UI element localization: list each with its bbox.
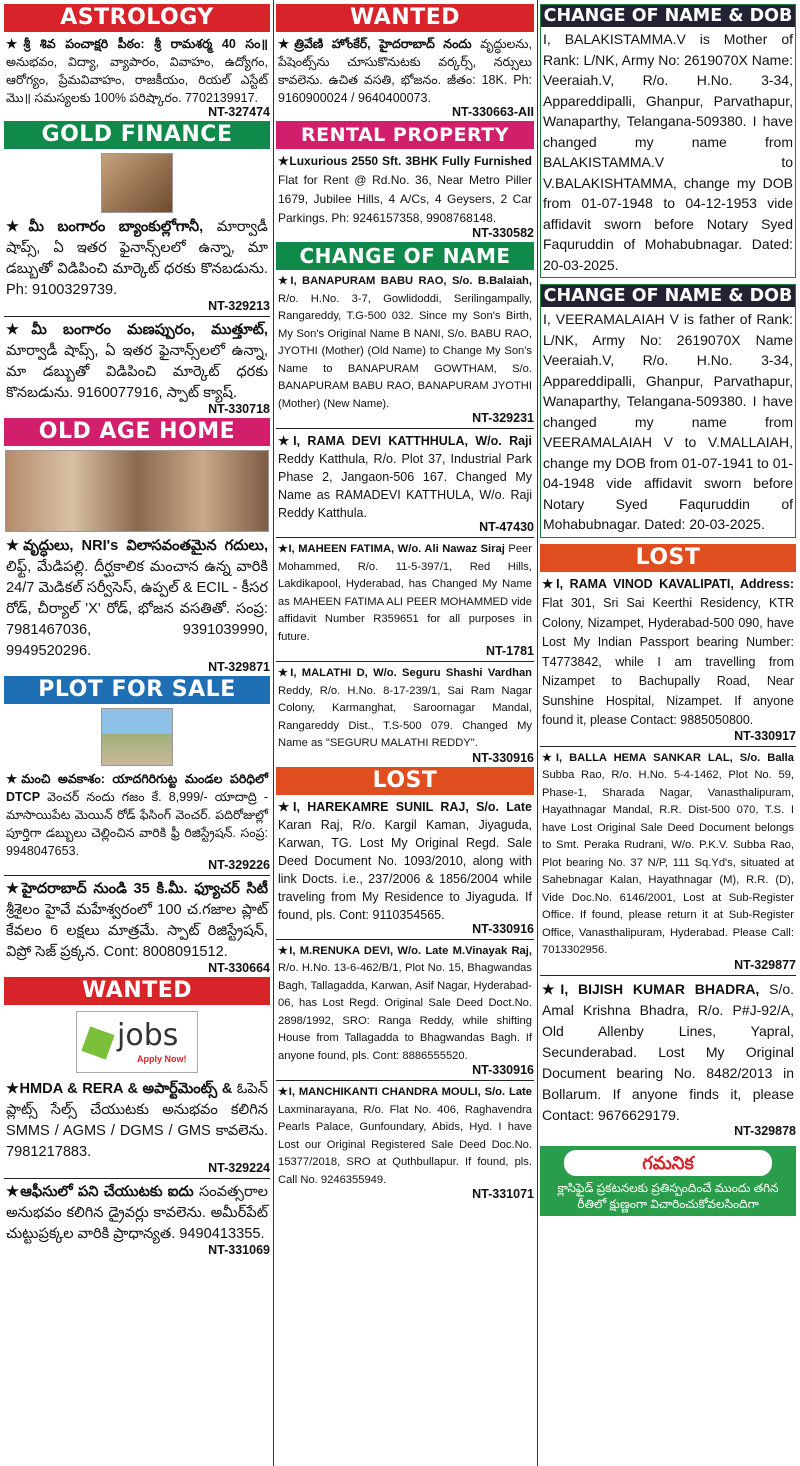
change-name-ad bbox=[276, 432, 534, 522]
ad-body: శ్రీశైలం హైవే మహేశ్వరంలో 100 చ.గజాల ప్లాట్ కేవలం 6 లక్షలు మాత్రమే. స్పాట్ రిజిస్ట్రేషన్, విప్రో సెజ్ ప్రక్కన. Cont: 8008091512. bbox=[6, 902, 268, 960]
plot-photo bbox=[101, 708, 173, 766]
ad-body: ఓపెన్ ప్లాట్స్ సేల్స్ చేయుటకు అనుభవం కలిగిన SMMS / AGMS / DGMS / GMS కావలెను. 7981217883. bbox=[6, 1081, 268, 1160]
ad-lead: ★శ్రీ శివ పంచాక్షరి పీఠం: శ్రీ రామశర్మ 40 సం॥ bbox=[6, 37, 268, 51]
ad-code: NT-1781 bbox=[486, 644, 534, 658]
lost-ad bbox=[540, 750, 796, 960]
ad-body: S/o. Amal Krishna Bhadra, R/o. P#J-92/A, Old Allenby Lines, Yapral, Secunderabad. Lost My Original Document bearing No. 8482/2013 in Bollarum. If anyone finds it, please Contact: 9676629179. bbox=[542, 980, 795, 1123]
ad-code: NT-327474 bbox=[208, 105, 270, 119]
ad-lead: ★I, MAHEEN FATIMA, W/o. Ali Nawaz Siraj bbox=[278, 543, 505, 555]
divider bbox=[540, 746, 796, 747]
change-name-ad bbox=[276, 665, 534, 753]
ad-code: NT-331069 bbox=[208, 1243, 270, 1257]
ad-lead: ★I, M.RENUKA DEVI, W/o. Late M.Vinayak Raj, bbox=[278, 944, 532, 957]
ad-body: Laxminarayana, R/o. Flat No. 406, Raghavendra Pearls Palace, Gunfoundary, Abids, Hyd. I have Lost our Original Registered Sale Deed Doc.No. 15377/2018, SRO at Quthbullapur. If found, pls. Call No. 9246355949. bbox=[278, 1103, 532, 1186]
ad-lead: ★మంచి అవకాశం: యాదగిరిగుట్ట మండల పరిధిలో DTCP bbox=[6, 772, 268, 804]
lost-ad bbox=[540, 575, 796, 731]
change-name-dob-box bbox=[540, 284, 796, 538]
ad-code: NT-330582 bbox=[472, 226, 534, 240]
ad-code: NT-329231 bbox=[472, 411, 534, 425]
ad-lead: ★I, MALATHI D, W/o. Seguru Shashi Vardhan bbox=[278, 667, 532, 679]
old-age-home-photo bbox=[5, 450, 269, 532]
jobs-logo bbox=[76, 1011, 198, 1073]
ad-lead: ★I, BIJISH KUMAR BHADRA, bbox=[542, 980, 760, 997]
column-3 bbox=[540, 2, 796, 1466]
ad-lead: ★I, RAMA VINOD KAVALIPATI, Address: bbox=[542, 576, 794, 591]
ad-code: NT-330663-AII bbox=[452, 105, 534, 119]
ad-lead: ★I, MANCHIKANTI CHANDRA MOULI, S/o. Late bbox=[278, 1086, 532, 1098]
ad-body: వెంచర్ నందు గజం కే. 8,999/- యాదాద్రి - మాసాయిపేట మెయిన్ రోడ్ ఫేసింగ్ వెంచర్. పదిరోజుల్లో పూర్తిగా డబ్బులు చెల్లించిన వారికి ఫ్రీ రిజిస్ట్రేషన్. సంప్ర: 9948047653. bbox=[6, 790, 268, 858]
ad-body: Peer Mohammed, R/o. 11-5-397/1, Red Hills, Lakdikapool, Hyderabad, has Changed My Name as MAHEEN FATIMA ALI PEER MOHAMMED vide affidavit Number R359651 for all purposes in future. bbox=[278, 543, 533, 643]
ad-body: R/o. H.No. 13-6-462/B/1, Plot No. 15, Bhagwandas Bagh, Tallagadda, Karwan, Asif Nagar, Hyderabad-06, has Lost Regd. Original Sale Deed Doct.No. 2898/1992, SRO: Ranga Reddy, while shifting House from Tallagadda to Bhagwandas Bagh. If anyone found, pls. Cont: 8886555520. bbox=[278, 962, 532, 1062]
wanted-ad bbox=[4, 1182, 270, 1245]
rental-property-heading: RENTAL PROPERTY bbox=[276, 121, 534, 149]
box-heading: CHANGE OF NAME & DOB bbox=[541, 5, 795, 27]
old-age-ad bbox=[4, 536, 270, 662]
wanted-ad bbox=[276, 35, 534, 107]
ad-body: R/o. H.No. 3-7, Gowlidoddi, Serilingampally, Rangareddy, T.G-500 032. Since my Son's Birth, My Son's Original Name B NANI, S/o. BABU RAO, JYOTHI (Mother) (Old Name) to Change My Son's Name to BANAPURAM GOWTHAM, S/o. BANAPURAM BABU RAO, BANAPURAM JYOTHI (Mother) (New Name). bbox=[278, 292, 532, 410]
wanted-heading: WANTED bbox=[4, 977, 270, 1005]
ad-lead: ★వృద్ధులు, NRI's విలాసవంతమైన గదులు, bbox=[6, 538, 268, 554]
divider bbox=[276, 537, 534, 538]
change-name-ad bbox=[276, 273, 534, 413]
ad-code: NT-329213 bbox=[208, 299, 270, 313]
ad-code: NT-330916 bbox=[472, 921, 534, 936]
ad-lead: ★I, BALLA HEMA SANKAR LAL, S/o. Balla bbox=[542, 751, 794, 764]
change-name-ad bbox=[276, 541, 534, 646]
divider bbox=[4, 316, 270, 317]
ad-body: Flat for Rent @ Rd.No. 36, Near Metro Piller 1679, Jubilee Hills, 4 A/Cs, 4 Geysers, 2 Car Parkings. Ph: 9246157358, 9908768148. bbox=[278, 173, 532, 225]
astrology-ad bbox=[4, 35, 270, 107]
ad-lead: ★మీ బంగారం బ్యాంకుల్లోగానీ, bbox=[6, 219, 204, 235]
ad-lead: ★హైదరాబాద్ నుండి 35 కి.మీ. ఫ్యూచర్ సిటీ bbox=[6, 881, 268, 897]
ad-body: అనుభవం, విద్యా, వ్యాపారం, వివాహం, ఉద్యోగం, ఆరోగ్యం, ప్రేమవివాహం, రాజకీయం, రియల్ ఎస్టేట్ మొ॥ సమస్యలకు 100% పరిష్కారం. 7702139917. bbox=[6, 55, 268, 105]
change-of-name-heading: CHANGE OF NAME bbox=[276, 242, 534, 270]
ad-code: NT-330718 bbox=[208, 402, 270, 416]
ad-code: NT-329226 bbox=[208, 858, 270, 872]
gold-ad bbox=[4, 320, 270, 404]
ad-body: లిఫ్ట్, మేడిపల్లి. దీర్ఘకాలిక మంచాన ఉన్న వారికి 24/7 మెడికల్ సర్వీసెస్, ఉప్పల్ & ECIL - కీసర రోడ్, చీర్యాల్ 'X' రోడ్, భోజన వసతితో. సంప్ర: 7981467036, 9391039990, 9949520296. bbox=[6, 559, 268, 659]
gold-ad bbox=[4, 217, 270, 301]
ad-body: Subba Rao, R/o. H.No. 5-4-1462, Plot No. 59, Phase-1, Sharada Nagar, Vanasthalipuram, Hayathnagar Mandal, R.R. Dist-500 070, T.S. I have Lost Original Sale Deed Document belongs to Smt. Peraka Rudrani, W/o. P.K.V. Subba Rao, Plot bearing No. 37 N/P, 111 Sq.Yd's, situated at Sahebnagar Kalan, Hayathnagar (M), R.R. (D), Vide Doc.No. 6146/2001, Lost at Sub-Register Office. If found, please return it at Sub-Register Office, Vanasthalipuram, Hyderabad. Please Call: 7013302956. bbox=[542, 769, 794, 956]
ad-lead: ★Luxurious 2550 Sft. 3BHK Fully Furnished bbox=[278, 154, 532, 168]
ad-lead: ★ఆఫీసులో పని చేయుటకు ఐదు bbox=[6, 1184, 194, 1200]
lost-heading: LOST bbox=[276, 767, 534, 795]
ad-code: NT-329878 bbox=[734, 1123, 796, 1138]
ad-body: Reddy, R/o. H.No. 8-17-239/1, Sai Ram Nagar Colony, Karmanghat, Saroornagar Mandal, Rangareddy Dist., T.S-500 079. Changed My Name as "SEGURU MALATHI REDDY". bbox=[278, 684, 532, 749]
column-divider bbox=[273, 0, 274, 1466]
cube-icon bbox=[81, 1026, 114, 1059]
ad-lead: ★మీ బంగారం మణప్పురం, ముత్తూట్, bbox=[6, 322, 268, 338]
logo-subtext: Apply Now! bbox=[137, 1054, 187, 1064]
ad-code: NT-330916 bbox=[472, 1063, 534, 1077]
gold-finance-heading: GOLD FINANCE bbox=[4, 121, 270, 149]
plot-for-sale-heading: PLOT FOR SALE bbox=[4, 676, 270, 704]
rental-ad bbox=[276, 152, 534, 228]
divider bbox=[276, 428, 534, 429]
ad-body: మార్వాడీ షాప్స్, ఏ ఇతర ఫైనాన్స్‌లలో ఉన్నా, మా డబ్బుతో విడిపించి మార్కెట్ ధరకు కొనబడును. Ph: 9100329739. bbox=[6, 219, 268, 298]
ad-lead: ★I, HAREKAMRE SUNIL RAJ, S/o. Late bbox=[278, 799, 532, 814]
ad-code: NT-47430 bbox=[479, 520, 534, 534]
notice-title: గమనిక bbox=[564, 1150, 772, 1176]
change-name-dob-box bbox=[540, 4, 796, 278]
lost-ad bbox=[276, 943, 534, 1066]
ad-lead: ★త్రివేణి హోంకేర్, హైదరాబాద్ నందు bbox=[278, 37, 472, 51]
box-body: I, BALAKISTAMMA.V is Mother of Rank: L/NK, Army No: 2619070X Name: Veeraiah.V, R/o. H.No. 3-34, Appareddipalli, Ghanpur, Parvathapur, Wanaparthy, Telangana-509380. I have changed my name from BALAKISTAMMA.V to V.BALAKISHTAMMA, change my DOB from 01-07-1948 to 04-12-1953 vide affidavit sworn before Notary Syed Faquruddin of Mohabubnagar. Dated: 20-03-2025. bbox=[543, 31, 793, 273]
ad-body: Flat 301, Sri Sai Keerthi Residency, KTR Colony, Nizampet, Hyderabad-500 090, have Lost My Indian Passport bearing Number: T4773842, while I am travelling from Nizampet to Bachupally Road, Near Sunshine Hospital, Nizampet. If anyone found it, please Contact: 9885050800. bbox=[542, 596, 794, 727]
ad-code: NT-330916 bbox=[472, 750, 534, 765]
wanted-heading: WANTED bbox=[276, 4, 534, 32]
box-body: I, VEERAMALAIAH V is father of Rank: L/NK, Army No: 2619070X Name Veeraiah.V, R/o. H.No. 3-34, Appareddipalli, Ghanpur, Parvathapur, Wanaparthy, Telangana-509380. I have changed my name from VEERAMALAIAH V to V.MALLAIAH, change my DOB from 01-07-1941 to 01-04-1948 vide affidavit sworn before Notary Syed Faquruddin of Mohabubnagar. Dated: 20-03-2025. bbox=[543, 311, 793, 532]
plot-ad bbox=[4, 770, 270, 860]
divider bbox=[276, 661, 534, 662]
divider bbox=[276, 1080, 534, 1081]
divider bbox=[4, 875, 270, 876]
divider bbox=[540, 975, 796, 976]
lost-ad bbox=[276, 1084, 534, 1189]
plot-ad bbox=[4, 879, 270, 963]
ad-code: NT-330917 bbox=[734, 728, 796, 743]
box-heading: CHANGE OF NAME & DOB bbox=[541, 285, 795, 307]
ad-body: Reddy Katthula, R/o. Plot 37, Industrial Park Phase 2, Jangaon-506 167. Changed My Name as RAMADEVI KATTHULA, W/o. Raji Reddy Katthula. bbox=[278, 452, 532, 520]
ad-code: NT-329877 bbox=[734, 957, 796, 972]
divider bbox=[276, 939, 534, 940]
ad-code: NT-329224 bbox=[208, 1161, 270, 1175]
astrology-heading: ASTROLOGY bbox=[4, 4, 270, 32]
wanted-ad bbox=[4, 1079, 270, 1163]
lost-ad bbox=[276, 798, 534, 924]
column-2 bbox=[276, 2, 534, 1466]
ad-lead: ★I, BANAPURAM BABU RAO, S/o. B.Balaiah, bbox=[278, 275, 532, 287]
cash-photo bbox=[101, 153, 173, 213]
ad-code: NT-329871 bbox=[208, 660, 270, 674]
old-age-home-heading: OLD AGE HOME bbox=[4, 418, 270, 446]
ad-body: Karan Raj, R/o. Kargil Kaman, Jiyaguda, Karwan, TG. Lost My Original Regd. Sale Deed Document No. 1093/2010, along with link Docts. i.e., 237/2006 & 1856/2004 while traveling from My Residence to Jiyaguda. If found, pls. Cont: 9110354565. bbox=[278, 817, 532, 922]
lost-ad bbox=[540, 979, 796, 1126]
divider bbox=[4, 1178, 270, 1179]
logo-text: jobs bbox=[117, 1018, 179, 1053]
ad-code: NT-330664 bbox=[208, 961, 270, 975]
ad-lead: ★I, RAMA DEVI KATTHHULA, W/o. Raji bbox=[278, 434, 532, 448]
ad-body: మార్వాడీ షాప్స్, ఏ ఇతర ఫైనాన్స్‌లలో ఉన్నా, మా డబ్బుతో విడిపించి మార్కెట్ ధరకు కొనబడును. 9160077916, స్పాట్ క్యాష్. bbox=[6, 343, 268, 401]
column-1 bbox=[4, 2, 270, 1466]
ad-lead: ★HMDA & RERA & అపార్ట్‌మెంట్స్ & bbox=[6, 1081, 233, 1097]
ad-code: NT-331071 bbox=[472, 1187, 534, 1201]
ad-body: వృద్ధులను, పేషెంట్స్‌ను చూసుకొనుటకు వర్కర్స్, నర్సులు కావలెను. ఉచిత వసతి, భోజనం. జీతం: 18K. Ph: 9160900024 / 9640400073. bbox=[278, 37, 532, 105]
lost-heading: LOST bbox=[540, 544, 796, 572]
notice-box bbox=[540, 1146, 796, 1216]
column-divider bbox=[537, 0, 538, 1466]
notice-body: క్లాసిఫైడ్ ప్రకటనలకు ప్రతిస్పందించే ముందు తగిన రీతిలో క్షుణ్ణంగా విచారించుకోవలసిందిగా bbox=[557, 1180, 779, 1211]
ad-body: సంవత్సరాల అనుభవం కలిగిన డ్రైవర్లు కావలెను. అమీర్‌పేట్ చుట్టుప్రక్కల వారికి ప్రాధాన్యత. 9490413355. bbox=[6, 1184, 268, 1242]
